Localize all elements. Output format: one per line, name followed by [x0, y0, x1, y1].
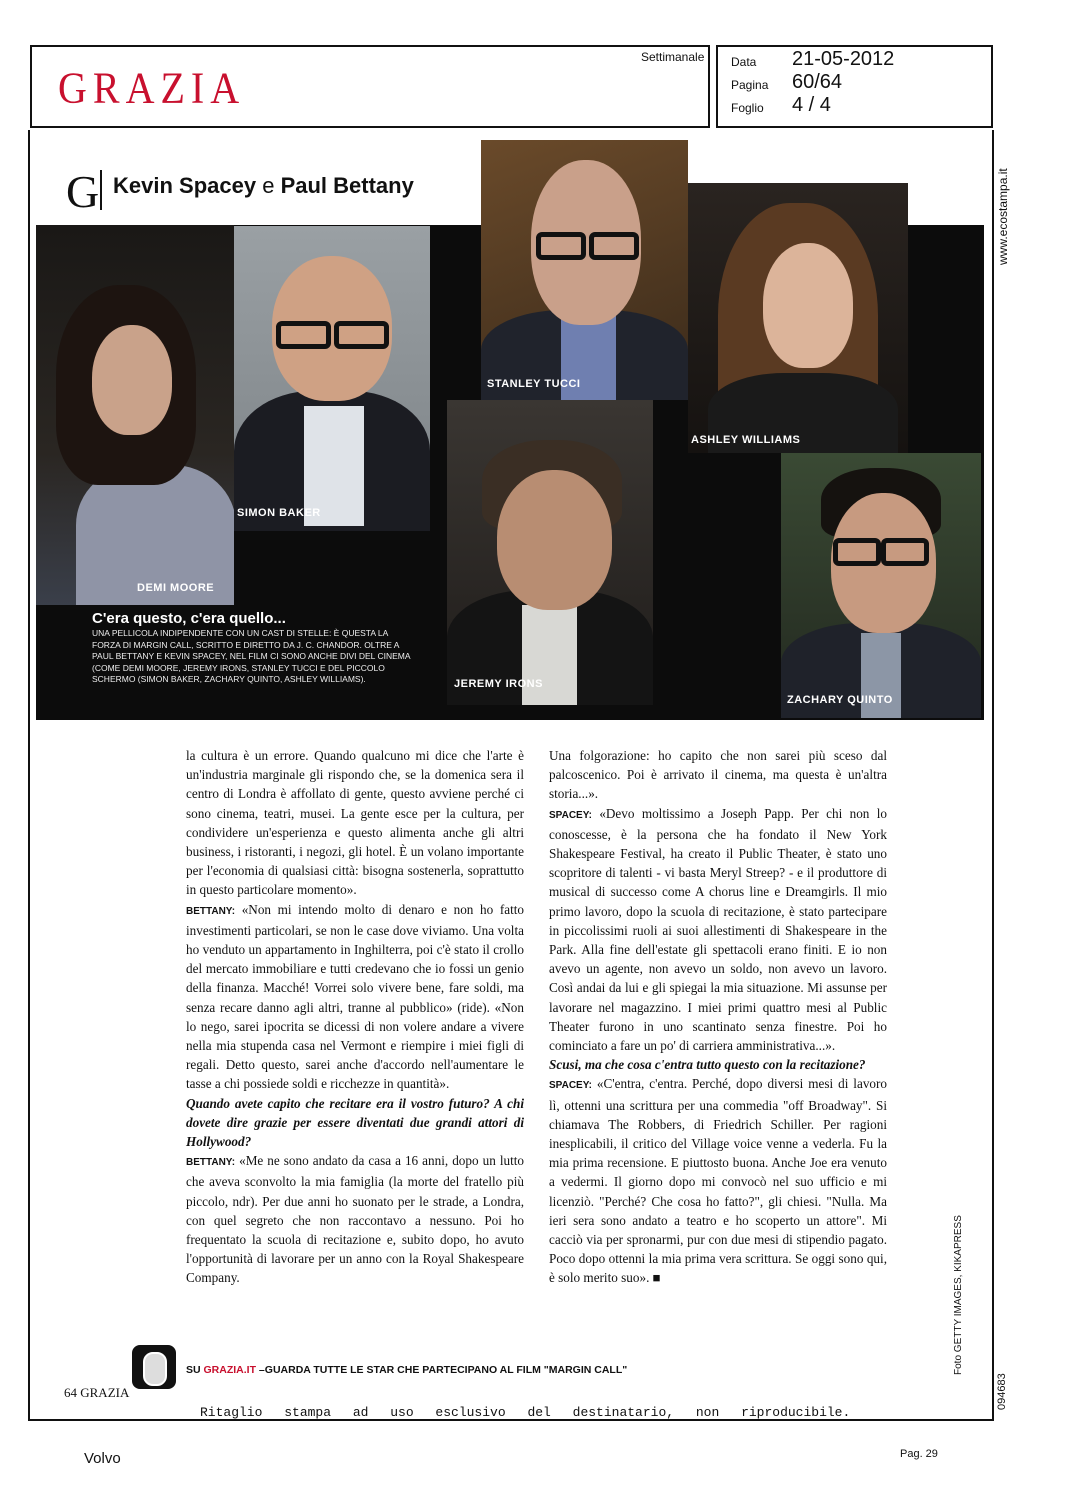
cast-box-title: C'era questo, c'era quello...	[92, 610, 286, 627]
title-name-2: Paul Bettany	[280, 173, 414, 198]
cta-site-link[interactable]: GRAZIA.IT	[203, 1364, 257, 1376]
side-url-text: www.ecostampa.it	[996, 168, 1010, 265]
foglio-label: Foglio	[731, 101, 764, 115]
col1-paragraph-1: la cultura è un errore. Quando qualcuno mi dice che l'arte è un'industria marginale gli rispondo che, se la domenica sera il centro di Londra è affollato di gente, questo avviene perché ci sono cinema, teatri, musei. La gente esce per la cultura, per condividere un'esperienza e questo alimenta anche gli altri business, i ristoranti, i negozi, gli hotel. È un volano importante per l'economia di qualsiasi città: bisogna sostenerla, soprattutto in questo particolare momento».	[186, 748, 524, 898]
title-divider	[100, 170, 102, 210]
pagina-label: Pagina	[731, 78, 769, 92]
col1-paragraph-4	[186, 1151, 524, 1287]
side-code	[996, 1360, 1016, 1410]
photo-jeremy-irons	[447, 400, 653, 705]
speaker-bettany-2: BETTANY:	[186, 1157, 236, 1169]
cta-prefix: SU	[186, 1364, 204, 1376]
col1-paragraph-2	[186, 900, 524, 1094]
cast-box-text: UNA PELLICOLA INDIPENDENTE CON UN CAST DI STELLE: È QUESTA LA FORZA DI MARGIN CALL, SCRITTO E DIRETTO DA J. C. CHANDOR. OLTRE A PAUL BETTANY E KEVIN SPACEY, NEL FILM CI SONO ANCHE DIVI DEL CINEMA (COME DEMI MOORE, JEREMY IRONS, STANLEY TUCCI E DEL PICCOLO SCHERMO (SIMON BAKER, ZACHARY QUINTO, ASHLEY WILLIAMS).	[92, 628, 411, 684]
col1-question: Quando avete capito che recitare era il vostro futuro? A chi dovete dire grazie per essere diventati due grandi attori di Hollywood?	[186, 1095, 524, 1150]
photo-credit-text: Foto GETTY IMAGES, KIKAPRESS	[953, 1215, 964, 1375]
cta-text: –GUARDA TUTTE LE STAR CHE PARTECIPANO AL FILM "MARGIN CALL"	[256, 1364, 628, 1376]
data-label: Data	[731, 55, 757, 69]
article-column-1	[186, 746, 524, 1288]
photo-stanley-tucci	[481, 140, 688, 400]
grazia-g-mark: G	[66, 166, 100, 217]
photo-ashley-williams	[688, 183, 908, 453]
foglio-value: 4 / 4	[792, 94, 831, 116]
page-number: 64 GRAZIA	[64, 1385, 130, 1400]
photo-simon-baker	[234, 226, 430, 531]
title-conjunction: e	[262, 173, 275, 198]
col2-paragraph-2	[549, 804, 887, 1056]
photo-credit	[953, 1215, 967, 1375]
col1-answer-4: «Me ne sono andato da casa a 16 anni, dopo un lutto che aveva sconvolto la mia famiglia (la morte del fratello più piccolo, ndr). Per due anni ho suonato per le strade, a Londra, con quel segreto che non raccontavo a nessuno. Poi ho frequentato la scuola di recitazione e, subito dopo, ho avuto l'opportunità di lavorare per un anno con la Royal Shakespeare Company.	[186, 1153, 524, 1286]
col2-paragraph-4	[549, 1074, 887, 1287]
grazia-logo: GRAZIA	[58, 63, 246, 113]
frequency-label: Settimanale	[641, 50, 705, 64]
pag-number: Pag. 29	[900, 1448, 938, 1460]
caption-stanley-tucci: STANLEY TUCCI	[487, 378, 581, 390]
pagina-value: 60/64	[792, 71, 843, 93]
col2-question: Scusi, ma che cosa c'entra tutto questo con la recitazione?	[549, 1057, 866, 1073]
col2-paragraph-1: Una folgorazione: ho capito che non sarei più sceso dal palcoscenico. Poi è arrivato il cinema, ma questa è un'altra storia...».	[549, 748, 887, 802]
photo-zachary-quinto	[781, 453, 981, 718]
clipping-notice: Ritaglio stampa ad uso esclusivo del destinatario, non riproducibile.	[200, 1405, 851, 1420]
caption-jeremy-irons: JEREMY IRONS	[454, 678, 543, 690]
side-code-text: 094683	[996, 1373, 1008, 1410]
speaker-bettany: BETTANY:	[186, 905, 236, 917]
caption-ashley-williams: ASHLEY WILLIAMS	[691, 434, 801, 446]
grazia-it-cta	[186, 1364, 627, 1376]
client-name: Volvo	[84, 1450, 121, 1467]
article-column-2	[549, 746, 887, 1288]
speaker-spacey-2: SPACEY:	[549, 1080, 592, 1092]
caption-zachary-quinto: ZACHARY QUINTO	[787, 694, 893, 706]
col1-answer-2: «Non mi intendo molto di denaro e non ho fatto investimenti particolari, se non le case dove viviamo. Una volta ho venduto un appartamento in Inghilterra, poi c'è stato il crollo del mercato immobiliare e tutti credevano che io fossi un genio della finanza. Macché! Vorrei solo vivere bene, fare soldi, ma senza recare danno agli altri, tranne al pubblico» (ride). «Non lo nego, sarei ipocrita se dicessi di non volere andare a vivere nella mia stupenda casa nel Vermont e riempire i miei figli di regali. Detto questo, sarei anche d'accordo nell'aumentare le tasse a chi possiede soldi e ricchezze in quantità».	[186, 901, 524, 1092]
side-url	[996, 135, 1016, 265]
caption-simon-baker: SIMON BAKER	[237, 507, 321, 519]
mouse-icon	[143, 1352, 167, 1386]
speaker-spacey: SPACEY:	[549, 809, 592, 821]
data-value: 21-05-2012	[792, 48, 895, 70]
col2-answer-2: «Devo moltissimo a Joseph Papp. Per chi non lo conoscesse, è la persona che ha fondato il New York Shakespeare Festival, ha creato il Public Theater, è stato uno scopritore di talenti - vi basta Meryl Streep? - e il produttore di musical di successo come A chorus line e Dreamgirls. Il mio primo lavoro, dopo la scuola di recitazione, è stato partecipare in piccolissimi ruoli ai suoi allestimenti di Shakespeare in the Park. Alla fine dell'estate gli spettacoli erano finiti. E io non avevo un agente, non avevo un soldo, non avevo un lavoro. Così andai da lui e gli spiegai la mia situazione. Mi assunse per lavorare nel magazzino. I miei primi quattro mesi al Public Theater furono in uno scantinato senza finestre. Poi ho cominciato a fare un po' di carriera amministrativa...».	[549, 805, 887, 1054]
caption-demi-moore: DEMI MOORE	[137, 582, 215, 594]
title-name-1: Kevin Spacey	[113, 173, 257, 198]
article-title	[113, 173, 414, 199]
col2-answer-4: «C'entra, c'entra. Perché, dopo diversi mesi di lavoro lì, ottenni una scrittura per una commedia "off Broadway". Si chiamava The Robbers, di Friedrich Schiller. Per ragioni inesplicabili, il critico del Village voice venne a vederla. Fu la mia prima recensione. E piuttosto buona. Anche Joe era venuto a vedermi. Il giorno dopo mi convocò nel suo ufficio e mi licenziò. "Perché? Che cosa ho fatto?", gli chiesi. "Nulla. Ma ieri sera sono andato a teatro e ho scoperto un attore". Mi cacciò via per spronarmi, pur con due mesi di stipendio pagato. Poco dopo ottenni la mia prima vera scrittura. Se oggi sono qui, è solo merito suo». ■	[549, 1076, 887, 1286]
photo-demi-moore	[36, 225, 234, 605]
